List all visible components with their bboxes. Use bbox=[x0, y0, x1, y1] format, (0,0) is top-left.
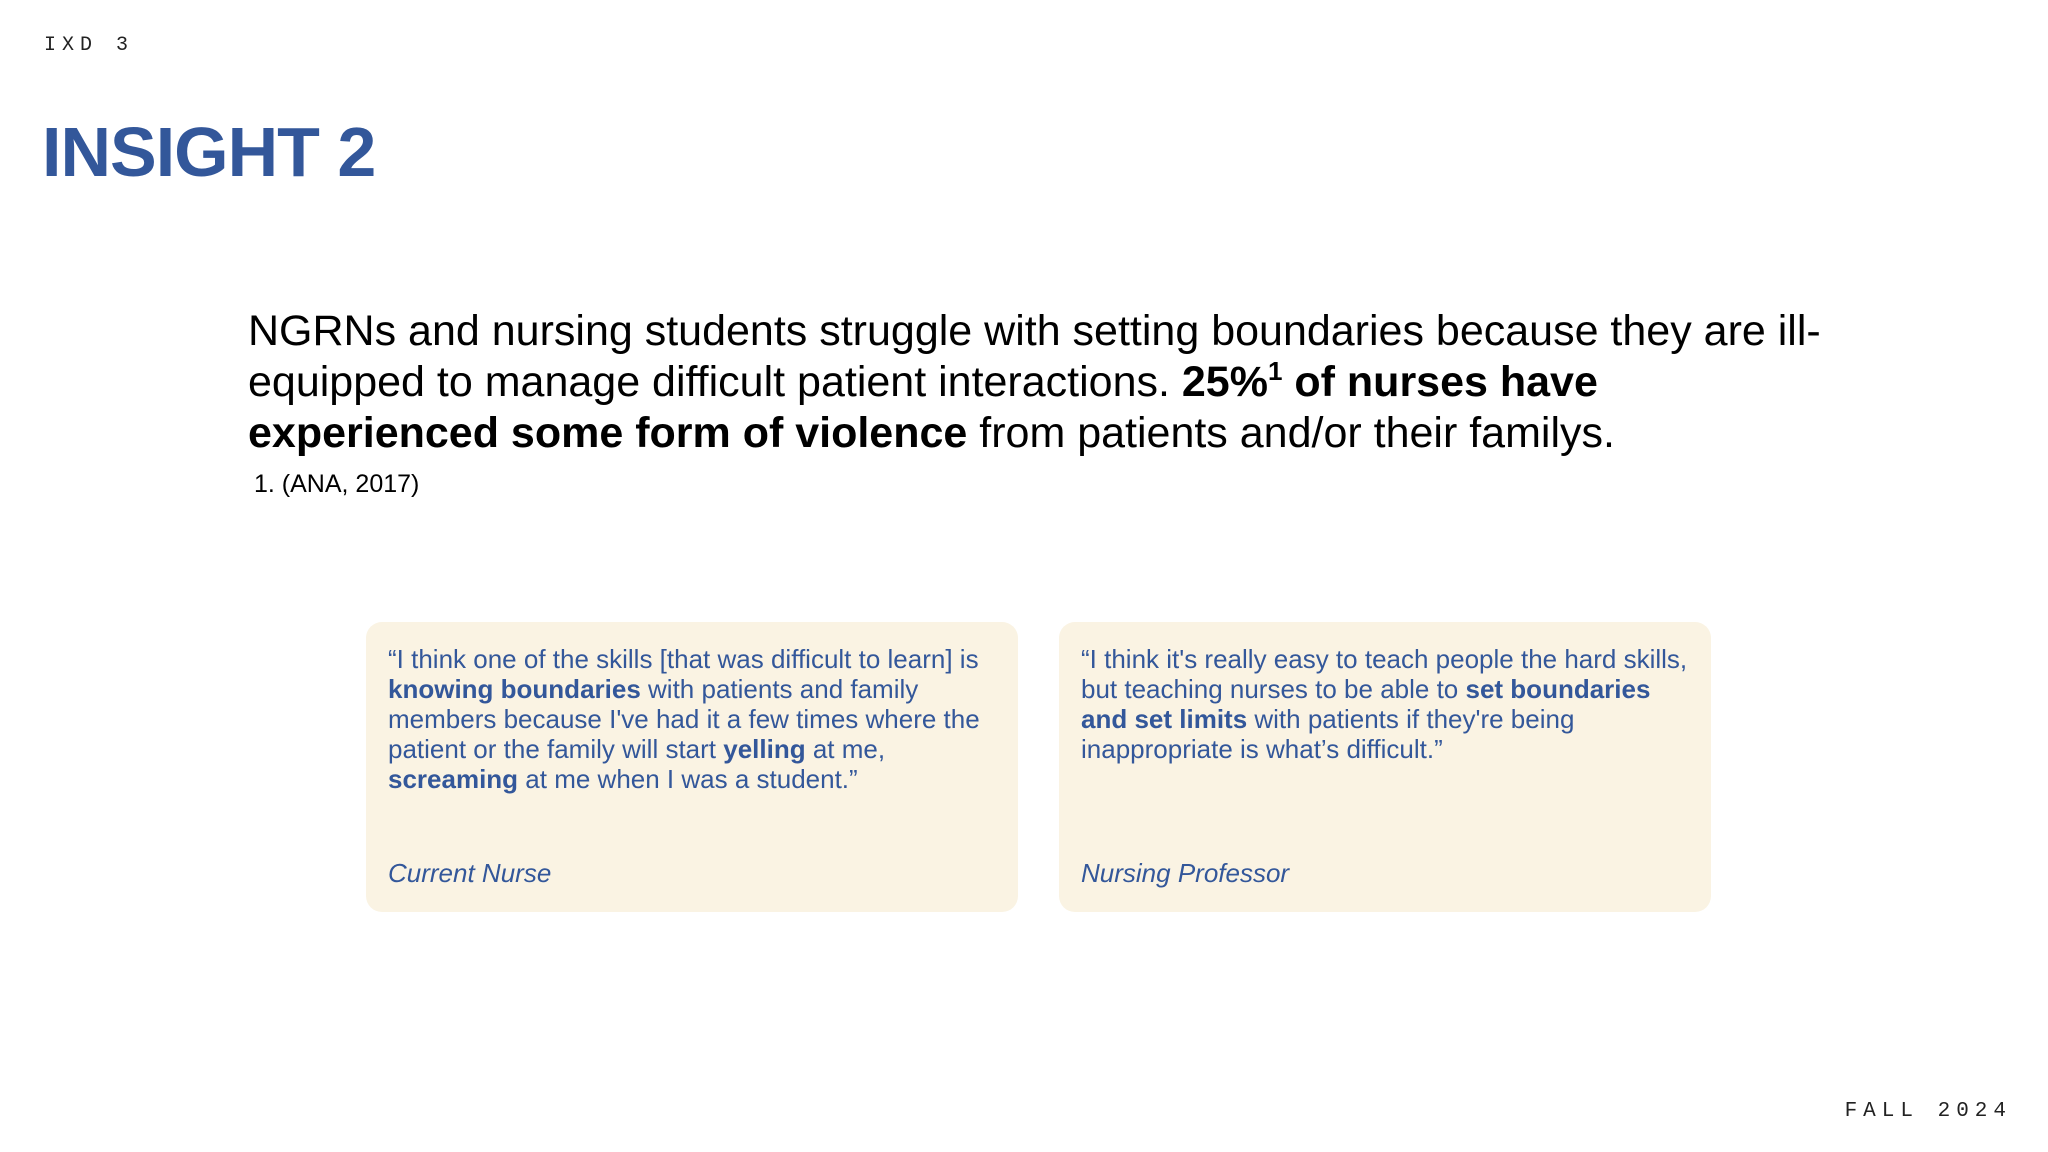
quote-segment: “I think it's really easy to teach people the hard skills, but teaching nurses to be able to bbox=[1081, 644, 1688, 704]
quote-text bbox=[1081, 644, 1689, 764]
quote-segment: with patients and family members because I've had it a few times where the patient or the family will start bbox=[388, 674, 980, 764]
quote-attribution: Nursing Professor bbox=[1081, 858, 1290, 888]
quote-emphasis: yelling bbox=[723, 734, 806, 764]
insight-statement bbox=[248, 306, 1848, 459]
quote-attribution: Current Nurse bbox=[388, 858, 552, 888]
statement-text: NGRNs and nursing students struggle with setting boundaries because they are ill-equipped to manage difficult patient interactions. bbox=[248, 307, 1821, 406]
quote-emphasis: knowing boundaries bbox=[388, 674, 641, 704]
quote-segment: with patients if they're being inappropriate is what’s difficult.” bbox=[1081, 704, 1575, 764]
quote-emphasis: set boundaries and set limits bbox=[1081, 674, 1651, 734]
quote-card-nursing-professor bbox=[1059, 622, 1711, 912]
term-label: FALL 2024 bbox=[1844, 1100, 2012, 1123]
footnote: 1. (ANA, 2017) bbox=[254, 470, 420, 498]
quote-emphasis: screaming bbox=[388, 764, 519, 794]
statement-stat-value: 25% bbox=[1181, 358, 1268, 406]
footnote-marker: 1 bbox=[1267, 356, 1283, 386]
course-label: IXD 3 bbox=[44, 34, 135, 57]
quote-card-current-nurse bbox=[366, 622, 1018, 912]
slide-title: INSIGHT 2 bbox=[42, 113, 376, 191]
quote-segment: at me when I was a student.” bbox=[518, 764, 858, 794]
statement-text-end: from patients and/or their familys. bbox=[967, 409, 1615, 457]
quote-text bbox=[388, 644, 996, 794]
statement-stat-text: of nurses have experienced some form of violence bbox=[248, 358, 1598, 457]
quote-segment: at me, bbox=[805, 734, 886, 764]
quote-segment: “I think one of the skills [that was difficult to learn] is bbox=[388, 644, 979, 674]
